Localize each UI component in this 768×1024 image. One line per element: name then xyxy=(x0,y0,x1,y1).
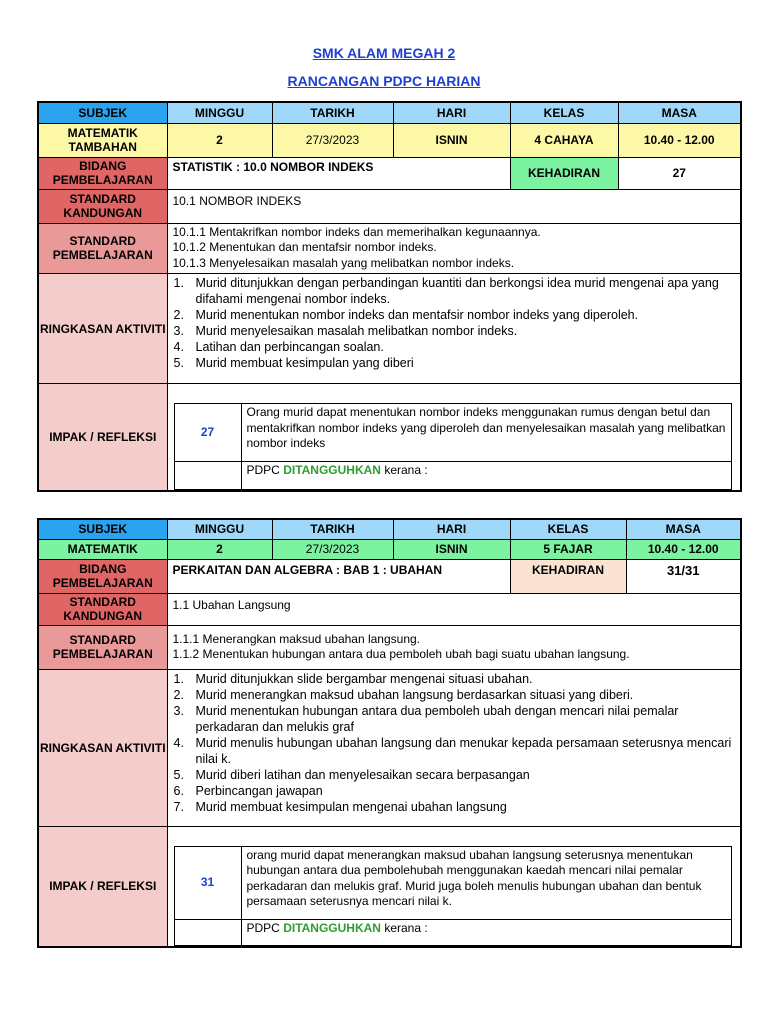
list-item xyxy=(174,783,735,799)
item-text: Latihan dan perbincangan soalan. xyxy=(195,340,384,354)
impak-table xyxy=(174,846,732,946)
item-text: Murid menentukan hubungan antara dua pemboleh ubah dengan mencari nilai pemalar perkadaran dan melukis graf xyxy=(195,703,679,734)
item-number: 3. xyxy=(173,324,184,338)
masa-value: 10.40 - 12.00 xyxy=(618,123,741,157)
standard-kandungan-value: 10.1 NOMBOR INDEKS xyxy=(167,189,741,223)
item-number: 2. xyxy=(173,308,184,322)
list-item xyxy=(174,767,735,783)
item-text: Murid ditunjukkan slide bergambar mengenai situasi ubahan. xyxy=(195,671,533,686)
item-number: 1. xyxy=(173,276,184,290)
standard-pembelajaran-value xyxy=(167,223,741,274)
standard-pembelajaran-label: STANDARD PEMBELAJARAN xyxy=(38,625,167,669)
bidang-value: PERKAITAN DAN ALGEBRA : BAB 1 : UBAHAN xyxy=(167,559,510,593)
col-head-masa: MASA xyxy=(618,102,741,123)
hari-value: ISNIN xyxy=(393,123,510,157)
document-title[interactable]: RANCANGAN PDPC HARIAN xyxy=(287,73,481,89)
bidang-value: STATISTIK : 10.0 NOMBOR INDEKS xyxy=(167,157,510,189)
item-number: 5. xyxy=(173,356,184,370)
pdpc-status xyxy=(241,462,731,490)
col-head-kelas: KELAS xyxy=(510,519,626,539)
pdpc-prefix: PDPC xyxy=(246,920,280,935)
impak-refleksi-label: IMPAK / REFLEKSI xyxy=(38,826,167,947)
sp-item: 10.1.3 Menyelesaikan masalah yang melibatkan nombor indeks. xyxy=(172,255,515,270)
ditangguhkan-label: DITANGGUHKAN xyxy=(283,463,381,477)
col-head-minggu: MINGGU xyxy=(167,102,272,123)
item-text: Murid menulis hubungan ubahan langsung dan menukar kepada persamaan seterusnya mencari nilai k. xyxy=(195,735,732,766)
impak-text: Orang murid dapat menentukan nombor indeks menggunakan rumus dengan betul dan mentakrifkan nombor indeks yang diperoleh dan menyelesaikan masalah yang melibatkan nombor indeks xyxy=(241,404,731,462)
col-head-hari: HARI xyxy=(393,102,510,123)
item-number: 4. xyxy=(173,340,184,354)
item-text: Murid menyelesaikan masalah melibatkan nombor indeks. xyxy=(195,324,518,338)
tarikh-value: 27/3/2023 xyxy=(272,123,393,157)
col-head-hari: HARI xyxy=(393,519,510,539)
list-item xyxy=(174,703,735,735)
list-item xyxy=(174,275,735,307)
col-head-masa: MASA xyxy=(626,519,741,539)
list-item xyxy=(174,323,735,339)
ringkasan-aktiviti-label: RINGKASAN AKTIVITI xyxy=(38,669,167,826)
item-text: Murid diberi latihan dan menyelesaikan secara berpasangan xyxy=(195,767,530,782)
item-number: 3. xyxy=(173,703,184,718)
lesson-plan-1 xyxy=(37,101,742,492)
item-text: Murid membuat kesimpulan mengenai ubahan langsung xyxy=(195,799,507,814)
col-head-tarikh: TARIKH xyxy=(272,519,393,539)
kelas-value: 5 FAJAR xyxy=(510,539,626,559)
list-item xyxy=(174,355,735,371)
item-number: 7. xyxy=(173,799,184,814)
impak-count: 31 xyxy=(174,846,241,919)
masa-value: 10.40 - 12.00 xyxy=(626,539,741,559)
standard-kandungan-value: 1.1 Ubahan Langsung xyxy=(167,593,741,625)
subjek-value: MATEMATIK xyxy=(38,539,167,559)
item-text: Perbincangan jawapan xyxy=(195,783,323,798)
sp-item: 1.1.2 Menentukan hubungan antara dua pemboleh ubah bagi suatu ubahan langsung. xyxy=(172,647,630,661)
tarikh-value: 27/3/2023 xyxy=(272,539,393,559)
kehadiran-label: KEHADIRAN xyxy=(510,559,626,593)
list-item xyxy=(174,307,735,323)
item-number: 1. xyxy=(173,671,184,686)
impak-refleksi-label: IMPAK / REFLEKSI xyxy=(38,384,167,492)
ringkasan-aktiviti-label: RINGKASAN AKTIVITI xyxy=(38,274,167,384)
standard-pembelajaran-value xyxy=(167,625,741,669)
item-text: Murid menentukan nombor indeks dan mentafsir nombor indeks yang diperoleh. xyxy=(195,308,639,322)
list-item xyxy=(174,687,735,703)
kehadiran-value: 31/31 xyxy=(626,559,741,593)
sp-item: 10.1.2 Menentukan dan mentafsir nombor indeks. xyxy=(172,240,437,254)
kehadiran-label: KEHADIRAN xyxy=(510,157,618,189)
kerana-label: kerana : xyxy=(384,920,428,935)
impak-refleksi-value xyxy=(167,826,741,947)
ringkasan-aktiviti-value xyxy=(167,274,741,384)
school-name[interactable]: SMK ALAM MEGAH 2 xyxy=(312,45,456,61)
item-number: 6. xyxy=(173,783,184,798)
lesson-plan-2 xyxy=(37,518,742,948)
item-number: 2. xyxy=(173,687,184,702)
standard-kandungan-label: STANDARD KANDUNGAN xyxy=(38,593,167,625)
impak-count: 27 xyxy=(174,404,241,462)
minggu-value: 2 xyxy=(167,539,272,559)
impak-blank-cell xyxy=(174,462,241,490)
col-head-tarikh: TARIKH xyxy=(272,102,393,123)
list-item xyxy=(174,735,735,767)
minggu-value: 2 xyxy=(167,123,272,157)
list-item xyxy=(174,799,735,815)
kerana-label: kerana : xyxy=(384,463,428,477)
ditangguhkan-label: DITANGGUHKAN xyxy=(283,920,381,935)
bidang-label: BIDANG PEMBELAJARAN xyxy=(38,157,167,189)
activity-list xyxy=(168,274,741,372)
impak-blank-cell xyxy=(174,919,241,945)
list-item xyxy=(174,671,735,687)
sp-item: 10.1.1 Mentakrifkan nombor indeks dan memerihalkan kegunaannya. xyxy=(172,224,541,239)
list-item xyxy=(174,339,735,355)
item-number: 5. xyxy=(173,767,184,782)
item-text: Murid membuat kesimpulan yang diberi xyxy=(195,356,414,370)
item-text: Murid menerangkan maksud ubahan langsung berdasarkan situasi yang diberi. xyxy=(195,687,634,702)
col-head-subjek: SUBJEK xyxy=(38,519,167,539)
col-head-minggu: MINGGU xyxy=(167,519,272,539)
hari-value: ISNIN xyxy=(393,539,510,559)
kehadiran-value: 27 xyxy=(618,157,741,189)
item-number: 4. xyxy=(173,735,184,750)
standard-pembelajaran-label: STANDARD PEMBELAJARAN xyxy=(38,223,167,274)
ringkasan-aktiviti-value xyxy=(167,669,741,826)
item-text: Murid ditunjukkan dengan perbandingan kuantiti dan berkongsi idea murid mengenai apa yang difahami mengenai nombor indeks. xyxy=(195,276,719,306)
activity-list xyxy=(168,670,741,816)
bidang-label: BIDANG PEMBELAJARAN xyxy=(38,559,167,593)
impak-text: orang murid dapat menerangkan maksud ubahan langsung seterusnya menentukan hubungan antara dua pembolehubah menggunakan kaedah mencari nilai pemalar perkadaran dan melukis graf. Murid juga boleh menulis hubungan ubahan dan bentuk persamaan seterusnya mencari nilai k. xyxy=(241,846,731,919)
col-head-kelas: KELAS xyxy=(510,102,618,123)
pdpc-status xyxy=(241,919,731,945)
pdpc-prefix: PDPC xyxy=(246,463,280,477)
subjek-value: MATEMATIK TAMBAHAN xyxy=(38,123,167,157)
kelas-value: 4 CAHAYA xyxy=(510,123,618,157)
impak-table xyxy=(174,403,732,490)
impak-refleksi-value xyxy=(167,384,741,492)
col-head-subjek: SUBJEK xyxy=(38,102,167,123)
sp-item: 1.1.1 Menerangkan maksud ubahan langsung. xyxy=(172,631,421,646)
standard-kandungan-label: STANDARD KANDUNGAN xyxy=(38,189,167,223)
